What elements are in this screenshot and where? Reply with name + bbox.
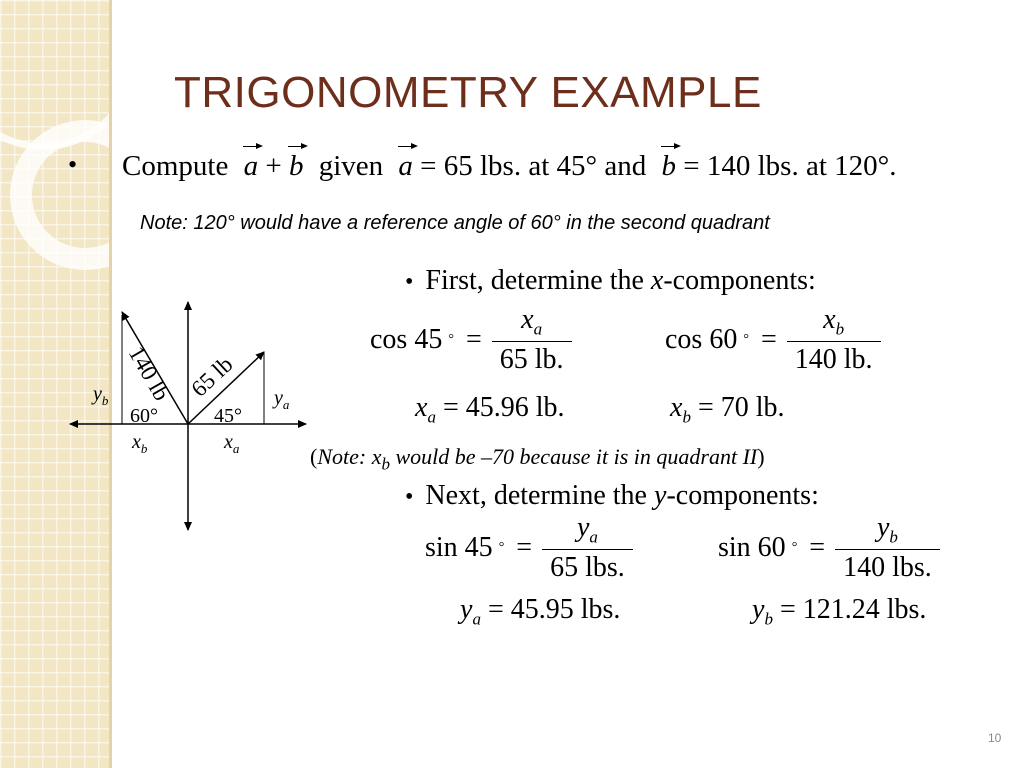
degree-symbol: ° — [448, 331, 454, 347]
yb-label — [91, 383, 109, 408]
result-value: = 121.24 lbs. — [772, 594, 927, 625]
given-word: given — [318, 150, 384, 182]
variable-y: y — [654, 480, 667, 511]
equals-sign: = — [465, 323, 482, 355]
ya-result — [460, 594, 620, 630]
variable-x: x — [650, 265, 664, 296]
xb-label — [131, 431, 148, 456]
angle-b-label: 60° — [130, 405, 158, 427]
compute-word: Compute — [122, 150, 229, 182]
paren: ( — [310, 444, 318, 469]
label-sub: a — [232, 441, 240, 456]
note-sub: b — [381, 454, 390, 474]
x-components-heading — [405, 265, 816, 297]
vector-b-definition: = 140 lbs. at 120°. — [683, 150, 897, 182]
heading-text: First, determine the — [425, 265, 651, 296]
denominator: 65 lbs. — [542, 549, 633, 584]
vector-b-magnitude: 140 lb — [123, 342, 175, 405]
result-value: = 45.95 lbs. — [480, 594, 621, 625]
problem-statement — [122, 150, 896, 183]
function-cos45: cos 45 — [370, 323, 443, 355]
equals-sign: = — [516, 531, 533, 563]
note-text: would be –70 because it is in quadrant II — [389, 444, 758, 469]
heading-text: -components: — [663, 265, 816, 296]
result-sub: a — [427, 407, 436, 427]
result-var: x — [670, 392, 683, 423]
numerator-sub: a — [533, 319, 543, 339]
cos45-equation — [370, 304, 572, 376]
vector-a-symbol: a — [243, 150, 259, 182]
label-sub: b — [140, 441, 148, 456]
degree-symbol: ° — [498, 539, 505, 555]
ya-label — [272, 387, 290, 412]
label-sub: a — [282, 397, 290, 412]
fraction — [787, 304, 881, 376]
heading-text: Next, determine the — [425, 480, 654, 511]
vector-a-definition: = 65 lbs. at 45° and — [420, 150, 647, 182]
result-var: y — [752, 594, 765, 625]
label-var: y — [93, 383, 102, 405]
slide-title: TRIGONOMETRY EXAMPLE — [174, 68, 762, 117]
cos60-equation — [665, 304, 881, 376]
degree-symbol: ° — [743, 331, 749, 347]
sin60-equation — [718, 512, 940, 584]
denominator: 65 lb. — [492, 341, 572, 376]
xa-label — [223, 431, 240, 456]
numerator-var: x — [521, 304, 534, 335]
vector-a-magnitude: 65 lb — [186, 351, 238, 402]
equals-sign: = — [760, 323, 777, 355]
bullet-marker: • — [68, 150, 78, 179]
note-text: Note: x — [317, 444, 382, 469]
plus-sign: + — [265, 150, 282, 182]
degree-symbol: ° — [791, 539, 798, 555]
function-sin45: sin 45 — [425, 531, 493, 563]
xa-result — [415, 392, 565, 428]
heading-text: -components: — [666, 480, 819, 511]
sin45-equation — [425, 512, 633, 584]
label-sub: b — [101, 393, 109, 408]
fraction — [542, 512, 633, 584]
vector-diagram — [60, 290, 340, 550]
numerator-var: y — [576, 512, 590, 543]
fraction — [492, 304, 572, 376]
numerator-sub: b — [835, 319, 845, 339]
function-sin60: sin 60 — [718, 531, 786, 563]
numerator-var: x — [823, 304, 836, 335]
bullet-marker: • — [405, 484, 414, 510]
vector-b-symbol: b — [661, 150, 676, 182]
fraction — [835, 512, 940, 584]
quadrant-note — [310, 444, 765, 474]
equals-sign: = — [809, 531, 826, 563]
result-var: y — [460, 594, 473, 625]
paren: ) — [757, 444, 765, 469]
denominator: 140 lb. — [787, 341, 881, 376]
xb-result — [670, 392, 785, 428]
result-value: = 70 lb. — [690, 392, 785, 423]
label-var: y — [274, 387, 283, 409]
y-components-heading — [405, 480, 819, 512]
function-cos60: cos 60 — [665, 323, 738, 355]
result-value: = 45.96 lb. — [435, 392, 565, 423]
yb-result — [752, 594, 926, 630]
numerator-var: y — [876, 512, 890, 543]
bullet-marker: • — [405, 269, 414, 295]
numerator-sub: a — [589, 527, 598, 547]
vector-b-symbol: b — [288, 150, 304, 182]
result-sub: a — [472, 609, 481, 629]
numerator-sub: b — [889, 527, 898, 547]
reference-angle-note: Note: 120° would have a reference angle of 60° in the second quadrant — [140, 212, 770, 234]
result-sub: b — [764, 609, 773, 629]
denominator: 140 lbs. — [835, 549, 940, 584]
result-sub: b — [682, 407, 691, 427]
angle-a-label: 45° — [214, 405, 242, 427]
label-var: x — [132, 431, 141, 453]
page-number: 10 — [988, 731, 1002, 745]
result-var: x — [415, 392, 428, 423]
vector-a-symbol: a — [398, 150, 413, 182]
label-var: x — [224, 431, 233, 453]
